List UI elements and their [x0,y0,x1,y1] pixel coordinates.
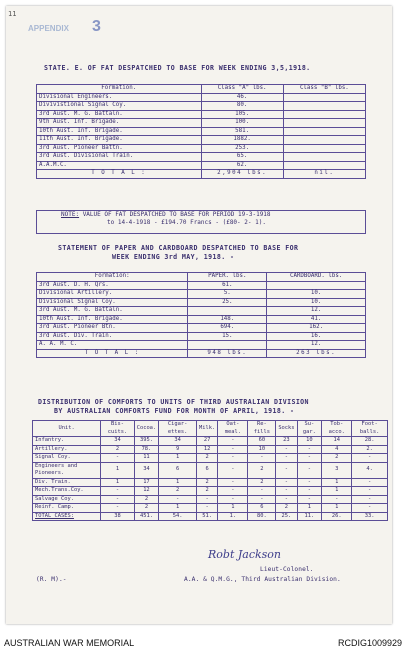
table-cell: 6 [197,462,218,478]
table-row [33,504,388,513]
comforts-header-cell: Socks [276,421,297,437]
table-cell [283,136,365,145]
table-cell: - [218,478,248,487]
table-cell: 1 [101,478,134,487]
table-cell: 3 [322,462,352,478]
table-cell: 105. [201,110,283,119]
table-cell: 14 [322,437,352,446]
table-cell: - [297,495,322,504]
comforts-total-cell: TOTAL CASES: [33,512,101,521]
table-cell: - [352,495,388,504]
table-cell: 1882. [201,136,283,145]
comforts-total-cell: 54. [159,512,197,521]
table-cell: 3rd Aust. M. G. Battaln. [37,110,202,119]
table-cell: - [276,487,297,496]
document-sheet [6,6,392,624]
table-cell: - [352,454,388,463]
table-cell: Divivistional Signal Coy. [37,102,202,111]
table-row [37,110,366,119]
table-cell [283,93,365,102]
table-row [37,119,366,128]
comforts-total-cell: 38 [101,512,134,521]
table-cell: Engineers and Pioneers. [33,462,101,478]
table-cell: - [101,454,134,463]
paper-header-cardboard: CARDBOARD. lbs. [267,273,366,282]
table-cell: - [101,504,134,513]
table-cell: 15. [188,332,267,341]
table-cell: - [159,495,197,504]
reference-mark: (R. M).- [36,576,67,583]
table-row [37,298,366,307]
table-cell: - [197,504,218,513]
table-cell: 2 [197,454,218,463]
table-row [37,290,366,299]
comforts-header-cell: Unit. [33,421,101,437]
page-corner-mark: 11 [8,10,17,18]
table-cell: A. A. M. C. [37,341,188,350]
table-cell: 581. [201,127,283,136]
table-cell: 6 [248,504,276,513]
table-cell: - [297,487,322,496]
table-cell: 27 [197,437,218,446]
table-cell: Artillery. [33,445,101,454]
table-cell: 1 [322,478,352,487]
table-cell: Divisional Engineers. [37,93,202,102]
table-cell: Infantry. [33,437,101,446]
comforts-header-cell: Oat-meal. [218,421,248,437]
paper-statement-title-line1: STATEMENT OF PAPER AND CARDBOARD DESPATCHED TO BASE FOR [58,244,299,252]
table-cell [283,110,365,119]
table-cell: 5. [188,290,267,299]
comforts-total-cell: 1. [218,512,248,521]
table-cell [188,307,267,316]
table-cell: 80. [201,102,283,111]
comforts-header-cell: Bis-cuits. [101,421,134,437]
table-row [37,127,366,136]
table-cell: - [218,445,248,454]
table-cell: 10th Aust. Inf. Brigade. [37,127,202,136]
table-cell: 148. [188,315,267,324]
table-cell: A.A.M.C. [37,161,202,170]
table-row [37,153,366,162]
table-row [37,307,366,316]
table-cell: 3rd Aust. Pioneer Btn. [37,324,188,333]
comforts-header-cell: Cocoa. [134,421,158,437]
table-cell: 60 [248,437,276,446]
table-cell: 3rd Aust. Pioneer Battn. [37,144,202,153]
table-row [37,102,366,111]
table-row [33,478,388,487]
table-cell: 9 [159,445,197,454]
table-row [33,462,388,478]
fat-header-class-a: Class "A" lbs. [201,85,283,94]
fat-total-a: 2,904 lbs. [201,170,283,179]
table-row [33,445,388,454]
table-cell [283,144,365,153]
table-cell [267,281,366,290]
table-cell: - [297,478,322,487]
table-cell: - [218,437,248,446]
comforts-header-cell: Milk. [197,421,218,437]
table-cell: 11 [134,454,158,463]
table-cell: 12 [197,445,218,454]
footer-bar [0,632,406,654]
table-cell: 16. [267,332,366,341]
table-cell: - [276,454,297,463]
paper-header-paper: PAPER. lbs. [188,273,267,282]
fat-total-b: nil. [283,170,365,179]
table-cell [283,127,365,136]
table-cell: 1 [322,504,352,513]
table-row [33,487,388,496]
table-row [37,161,366,170]
table-cell: 4. [352,462,388,478]
table-cell: 10th Aust. Inf. Brigade. [37,315,188,324]
table-cell [188,341,267,350]
table-cell: - [218,462,248,478]
table-cell: 1 [159,478,197,487]
comforts-total-cell: 80. [248,512,276,521]
paper-total-paper: 948 lbs. [188,349,267,358]
table-cell: - [248,487,276,496]
paper-table [36,272,366,358]
table-cell: - [276,495,297,504]
fat-total-label: T O T A L : [37,170,202,179]
table-cell: 1 [159,504,197,513]
signer-title: A.A. & Q.M.G., Third Australian Division. [184,576,341,583]
table-cell: 1 [297,504,322,513]
comforts-title-line2: BY AUSTRALIAN COMFORTS FUND FOR MONTH OF APRIL, 1918. - [54,407,295,415]
table-cell: 3rd Aust. Divisional Train. [37,153,202,162]
table-cell: - [248,495,276,504]
table-cell: - [297,454,322,463]
table-cell: Div. Train. [33,478,101,487]
table-row [33,437,388,446]
comforts-total-row [33,512,388,521]
comforts-total-cell: 11. [297,512,322,521]
table-cell: 1 [322,487,352,496]
fat-statement-title: STATE. E. OF FAT DESPATCHED TO BASE FOR WEEK ENDING 3,5,1918. [44,64,311,72]
table-cell: 694. [188,324,267,333]
paper-total-label: T O T A L : [37,349,188,358]
comforts-title-line1: DISTRIBUTION OF COMFORTS TO UNITS OF THIRD AUSTRALIAN DIVISION [38,398,309,406]
table-cell: 17 [134,478,158,487]
table-cell: 2 [197,478,218,487]
table-cell [283,153,365,162]
table-row [37,144,366,153]
table-cell: 100. [201,119,283,128]
table-cell: 10. [267,290,366,299]
table-cell: Mech.Trans.Coy. [33,487,101,496]
table-cell: - [352,478,388,487]
table-cell: 2 [248,462,276,478]
table-cell: 2 [197,487,218,496]
comforts-table [32,420,388,521]
table-row [37,332,366,341]
comforts-header-cell: Su-gar. [297,421,322,437]
comforts-total-cell: 25. [276,512,297,521]
table-cell: 12 [134,487,158,496]
table-cell: 62. [201,161,283,170]
table-cell: - [197,495,218,504]
appendix-number: 3 [92,18,101,35]
footer-record-id: RCDIG1009929 [337,638,402,648]
table-cell: 34 [159,437,197,446]
table-cell: - [101,495,134,504]
fat-table [36,84,366,179]
table-cell: 10. [267,298,366,307]
table-cell: 2 [322,454,352,463]
table-cell: - [218,487,248,496]
table-cell: 78. [134,445,158,454]
table-cell [283,119,365,128]
table-cell: Salvage Coy. [33,495,101,504]
note-label: NOTE: [61,211,80,218]
comforts-header-cell: Re-fills [248,421,276,437]
table-cell: - [352,487,388,496]
table-cell: - [218,454,248,463]
table-cell: 3rd Aust. D. H. Qrs. [37,281,188,290]
table-cell: - [101,487,134,496]
table-cell: 2 [134,495,158,504]
appendix-stamp: APPENDIX [28,24,69,33]
table-row [37,281,366,290]
table-cell: 2 [101,445,134,454]
table-cell: 1 [218,504,248,513]
comforts-header-cell: Cigar-ettes. [159,421,197,437]
table-cell: 2 [134,504,158,513]
note-box [36,210,366,234]
table-cell: 6 [159,462,197,478]
table-cell: 34 [134,462,158,478]
fat-header-formation: Formation. [37,85,202,94]
table-cell: 2 [248,478,276,487]
table-cell: Divisional Signal Coy. [37,298,188,307]
table-cell: 11th Aust. Inf. Brigade. [37,136,202,145]
comforts-total-cell: 51. [197,512,218,521]
paper-total-cardboard: 263 lbs. [267,349,366,358]
table-cell: 2 [159,487,197,496]
fat-header-class-b: Class "B" lbs. [283,85,365,94]
table-cell: - [276,445,297,454]
table-cell: - [218,495,248,504]
table-cell: 28. [352,437,388,446]
table-cell: 65. [201,153,283,162]
table-cell: Reinf. Camp. [33,504,101,513]
comforts-total-cell: 33. [352,512,388,521]
table-cell: 1 [159,454,197,463]
table-cell: 10 [248,445,276,454]
table-cell: 25. [188,298,267,307]
comforts-header-cell: Tob-acco. [322,421,352,437]
table-cell: 12. [267,341,366,350]
table-cell: - [297,462,322,478]
table-cell [283,161,365,170]
table-row [37,341,366,350]
table-cell: 3rd Aust. M. G. Battaln. [37,307,188,316]
paper-statement-title-line2: WEEK ENDING 3rd MAY, 1918. - [112,253,235,261]
comforts-header-cell: Foot-balls. [352,421,388,437]
table-cell: 23 [276,437,297,446]
table-row [37,136,366,145]
paper-header-formation: Formation: [37,273,188,282]
table-cell: 253. [201,144,283,153]
comforts-total-cell: 451. [134,512,158,521]
table-cell: Signal Coy. [33,454,101,463]
table-row [33,454,388,463]
table-cell: 2. [352,445,388,454]
table-cell [283,102,365,111]
comforts-total-cell: 26. [322,512,352,521]
table-cell: 61. [188,281,267,290]
table-cell: 41. [267,315,366,324]
note-line1: VALUE OF FAT DESPATCHED TO BASE FOR PERIOD 19-3-1918 [82,211,271,218]
table-cell: - [322,495,352,504]
table-row [37,93,366,102]
table-cell: - [248,454,276,463]
table-cell: 34 [101,437,134,446]
table-cell: 46. [201,93,283,102]
signature: Robt Jackson [208,548,282,561]
table-cell: 4 [322,445,352,454]
signer-rank: Lieut-Colonel. [260,566,314,573]
table-cell: - [276,478,297,487]
table-row [37,315,366,324]
table-cell: 1 [101,462,134,478]
note-line2: to 14-4-1918 - £194.70 Francs - (£80- 2- 1). [107,219,266,226]
table-cell: 10 [297,437,322,446]
table-cell: 395. [134,437,158,446]
table-cell: - [276,462,297,478]
table-cell: - [297,445,322,454]
table-cell: Divisional Artillery. [37,290,188,299]
table-row [37,324,366,333]
table-cell: 12. [267,307,366,316]
table-cell: 162. [267,324,366,333]
table-cell: 2 [276,504,297,513]
footer-institution: AUSTRALIAN WAR MEMORIAL [4,638,135,648]
table-cell: 3rd Aust. Div. Train. [37,332,188,341]
table-cell: - [352,504,388,513]
table-row [33,495,388,504]
table-cell: 9th Aust. Inf. Brigade. [37,119,202,128]
